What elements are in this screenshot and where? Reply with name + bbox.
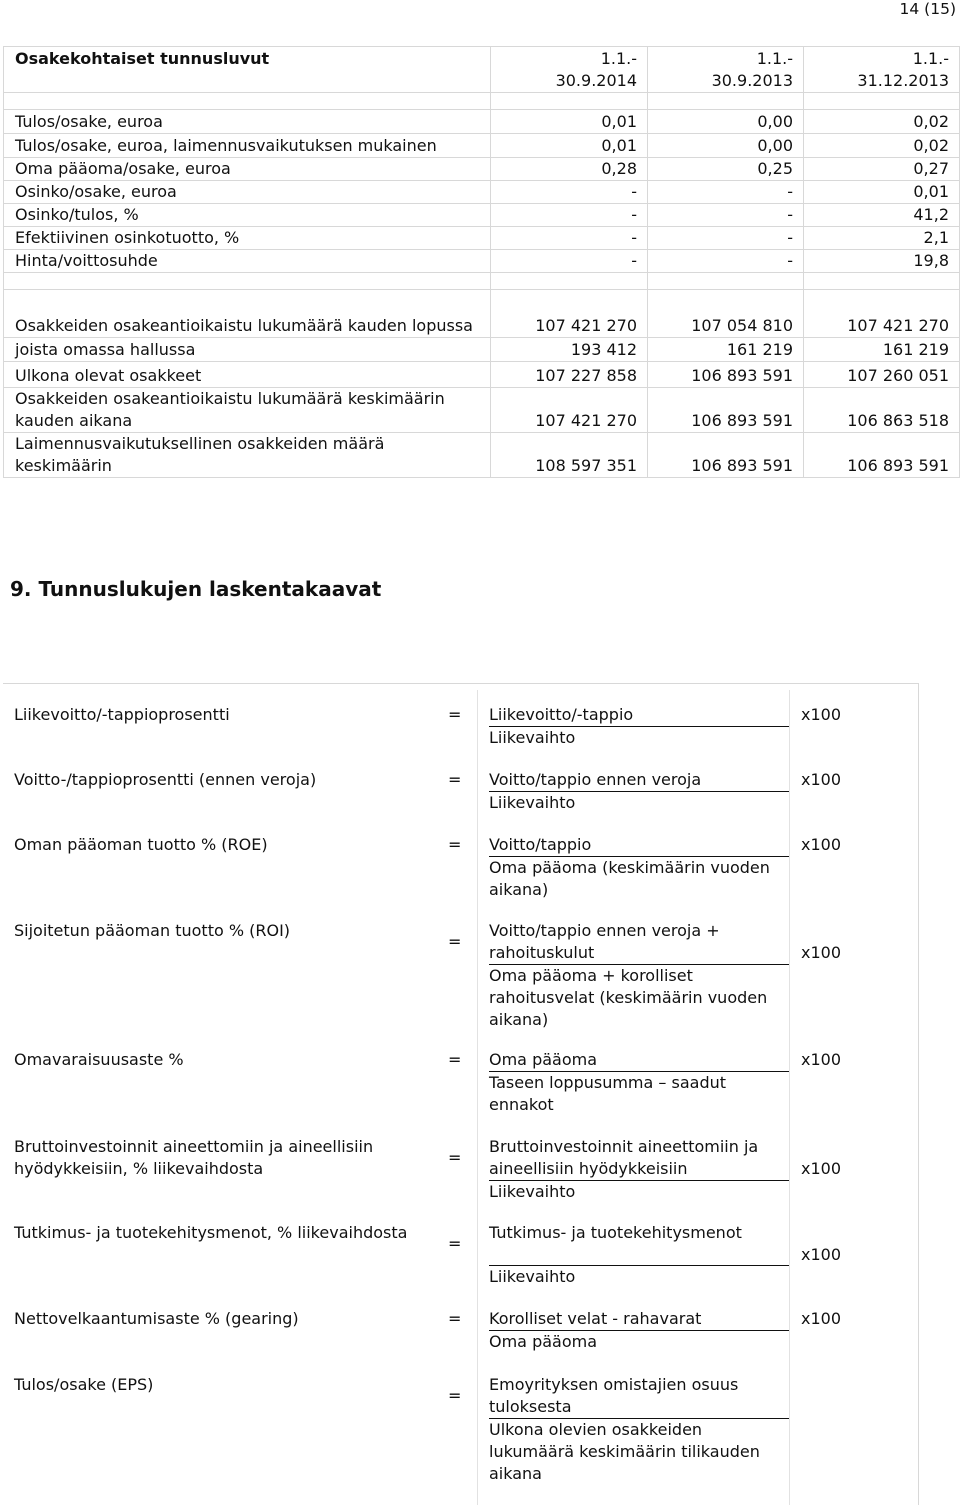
column-header-text: 1.1.- 30.9.2013 [711,49,793,90]
row-label: joista omassa hallussa [4,338,491,362]
page-number: 14 (15) [899,0,956,18]
row-label: Osinko/osake, euroa [4,181,491,204]
column-header-text: 1.1.- 31.12.2013 [857,49,949,90]
column-header [804,47,960,93]
formula-numerator: Korolliset velat - rahavarat [489,1308,789,1331]
equals-sign: = [448,1148,462,1167]
cell-value: 19,8 [804,250,960,273]
formula-name: Sijoitetun pääoman tuotto % (ROI) [14,921,291,940]
equals-sign: = [448,705,462,724]
row-label: Osakkeiden osakeantioikaistu lukumäärä kauden lopussa [4,290,491,338]
cell-value: 0,25 [648,158,804,181]
cell-value: 107 421 270 [491,290,648,338]
table-row [4,388,960,433]
table-header-row [4,47,960,93]
formula-numerator: Bruttoinvestoinnit aineettomiin ja aineellisiin hyödykkeisiin [489,1136,789,1181]
cell-value: 0,00 [648,110,804,134]
cell-value: 0,01 [491,134,648,158]
formula-multiplier: x100 [801,835,842,854]
cell-value: - [648,181,804,204]
table-row [4,250,960,273]
cell-value: - [648,250,804,273]
formula-name: Tutkimus- ja tuotekehitysmenot, % liikevaihdosta [14,1223,408,1242]
row-label: Ulkona olevat osakkeet [4,362,491,388]
table-row [4,433,960,478]
formula-numerator: Oma pääoma [489,1049,789,1072]
formula-fraction-bar [489,1245,789,1266]
formula-name: Tulos/osake (EPS) [14,1375,154,1394]
column-header-text: 1.1.- 30.9.2014 [555,49,637,90]
cell-value: - [491,181,648,204]
equals-sign: = [448,1309,462,1328]
equals-sign: = [448,1386,462,1405]
table-row [4,158,960,181]
cell-value: 107 421 270 [491,388,648,433]
equals-sign: = [448,1050,462,1069]
cell-value: 0,00 [648,134,804,158]
formula-name: Liikevoitto/-tappioprosentti [14,705,230,724]
formula-multiplier: x100 [801,1309,842,1328]
cell-value: - [491,227,648,250]
formula-numerator: Tutkimus- ja tuotekehitysmenot [489,1223,742,1242]
cell-value: 107 421 270 [804,290,960,338]
formula-denominator: Liikevaihto [489,1267,576,1286]
row-label: Laimennusvaikutuksellinen osakkeiden määrä keskimäärin [4,433,491,478]
row-label: Efektiivinen osinkotuotto, % [4,227,491,250]
table-row [4,338,960,362]
cell-value: 107 260 051 [804,362,960,388]
formula-denominator: Taseen loppusumma – saadut ennakot [489,1073,727,1114]
formula-denominator: Oma pääoma (keskimäärin vuoden aikana) [489,858,770,899]
row-label: Hinta/voittosuhde [4,250,491,273]
cell-value: 161 219 [804,338,960,362]
cell-value: 0,02 [804,110,960,134]
cell-value: 106 863 518 [804,388,960,433]
row-label: Tulos/osake, euroa [4,110,491,134]
cell-value: 106 893 591 [648,433,804,478]
formula-multiplier: x100 [801,705,842,724]
cell-value: 106 893 591 [804,433,960,478]
cell-value: 106 893 591 [648,362,804,388]
row-label: Tulos/osake, euroa, laimennusvaikutuksen mukainen [4,134,491,158]
cell-value: 0,01 [804,181,960,204]
column-divider [789,690,790,1505]
formula-denominator: Liikevaihto [489,728,576,747]
equals-sign: = [448,1234,462,1253]
row-label: Osakkeiden osakeantioikaistu lukumäärä keskimäärin kauden aikana [4,388,491,433]
table-title: Osakekohtaiset tunnusluvut [4,47,491,93]
cell-value: 0,01 [491,110,648,134]
cell-value: 0,02 [804,134,960,158]
cell-value: - [491,204,648,227]
section-title: 9. Tunnuslukujen laskentakaavat [10,577,382,601]
row-label: Oma pääoma/osake, euroa [4,158,491,181]
formula-name: Bruttoinvestoinnit aineettomiin ja aineellisiin hyödykkeisiin, % liikevaihdosta [14,1137,374,1178]
cell-value: 2,1 [804,227,960,250]
cell-value: 0,27 [804,158,960,181]
formula-numerator: Voitto/tappio ennen veroja + rahoituskulut [489,920,789,965]
formula-name: Omavaraisuusaste % [14,1050,184,1069]
table-row [4,227,960,250]
formula-name: Nettovelkaantumisaste % (gearing) [14,1309,299,1328]
spacer-row [4,273,960,290]
formula-numerator: Voitto/tappio ennen veroja [489,769,789,792]
formula-denominator: Oma pääoma + korolliset rahoitusvelat (keskimäärin vuoden aikana) [489,966,768,1029]
cell-value: 107 054 810 [648,290,804,338]
formula-multiplier: x100 [801,770,842,789]
table-row [4,110,960,134]
cell-value: 0,28 [491,158,648,181]
column-header [491,47,648,93]
formula-numerator: Voitto/tappio [489,834,789,857]
table-row [4,290,960,338]
table-row [4,204,960,227]
equals-sign: = [448,770,462,789]
table-row [4,181,960,204]
cell-value: - [648,204,804,227]
formula-numerator: Emoyrityksen omistajien osuus tuloksesta [489,1374,789,1419]
equals-sign: = [448,932,462,951]
table-row [4,134,960,158]
key-figures-table [3,46,960,478]
formula-denominator: Liikevaihto [489,1182,576,1201]
formula-multiplier: x100 [801,1159,842,1178]
formula-numerator: Liikevoitto/-tappio [489,704,789,727]
formula-name: Oman pääoman tuotto % (ROE) [14,835,268,854]
equals-sign: = [448,835,462,854]
formula-denominator: Oma pääoma [489,1332,598,1351]
formula-multiplier: x100 [801,943,842,962]
cell-value: 106 893 591 [648,388,804,433]
column-header [648,47,804,93]
cell-value: - [648,227,804,250]
formula-multiplier: x100 [801,1245,842,1264]
row-label: Osinko/tulos, % [4,204,491,227]
formula-name: Voitto-/tappioprosentti (ennen veroja) [14,770,317,789]
formula-denominator: Liikevaihto [489,793,576,812]
cell-value: - [491,250,648,273]
column-divider [477,690,478,1505]
cell-value: 108 597 351 [491,433,648,478]
cell-value: 161 219 [648,338,804,362]
table-row [4,362,960,388]
spacer-row [4,93,960,110]
formula-multiplier: x100 [801,1050,842,1069]
cell-value: 107 227 858 [491,362,648,388]
cell-value: 41,2 [804,204,960,227]
formula-denominator: Ulkona olevien osakkeiden lukumäärä keskimäärin tilikauden aikana [489,1420,760,1483]
cell-value: 193 412 [491,338,648,362]
